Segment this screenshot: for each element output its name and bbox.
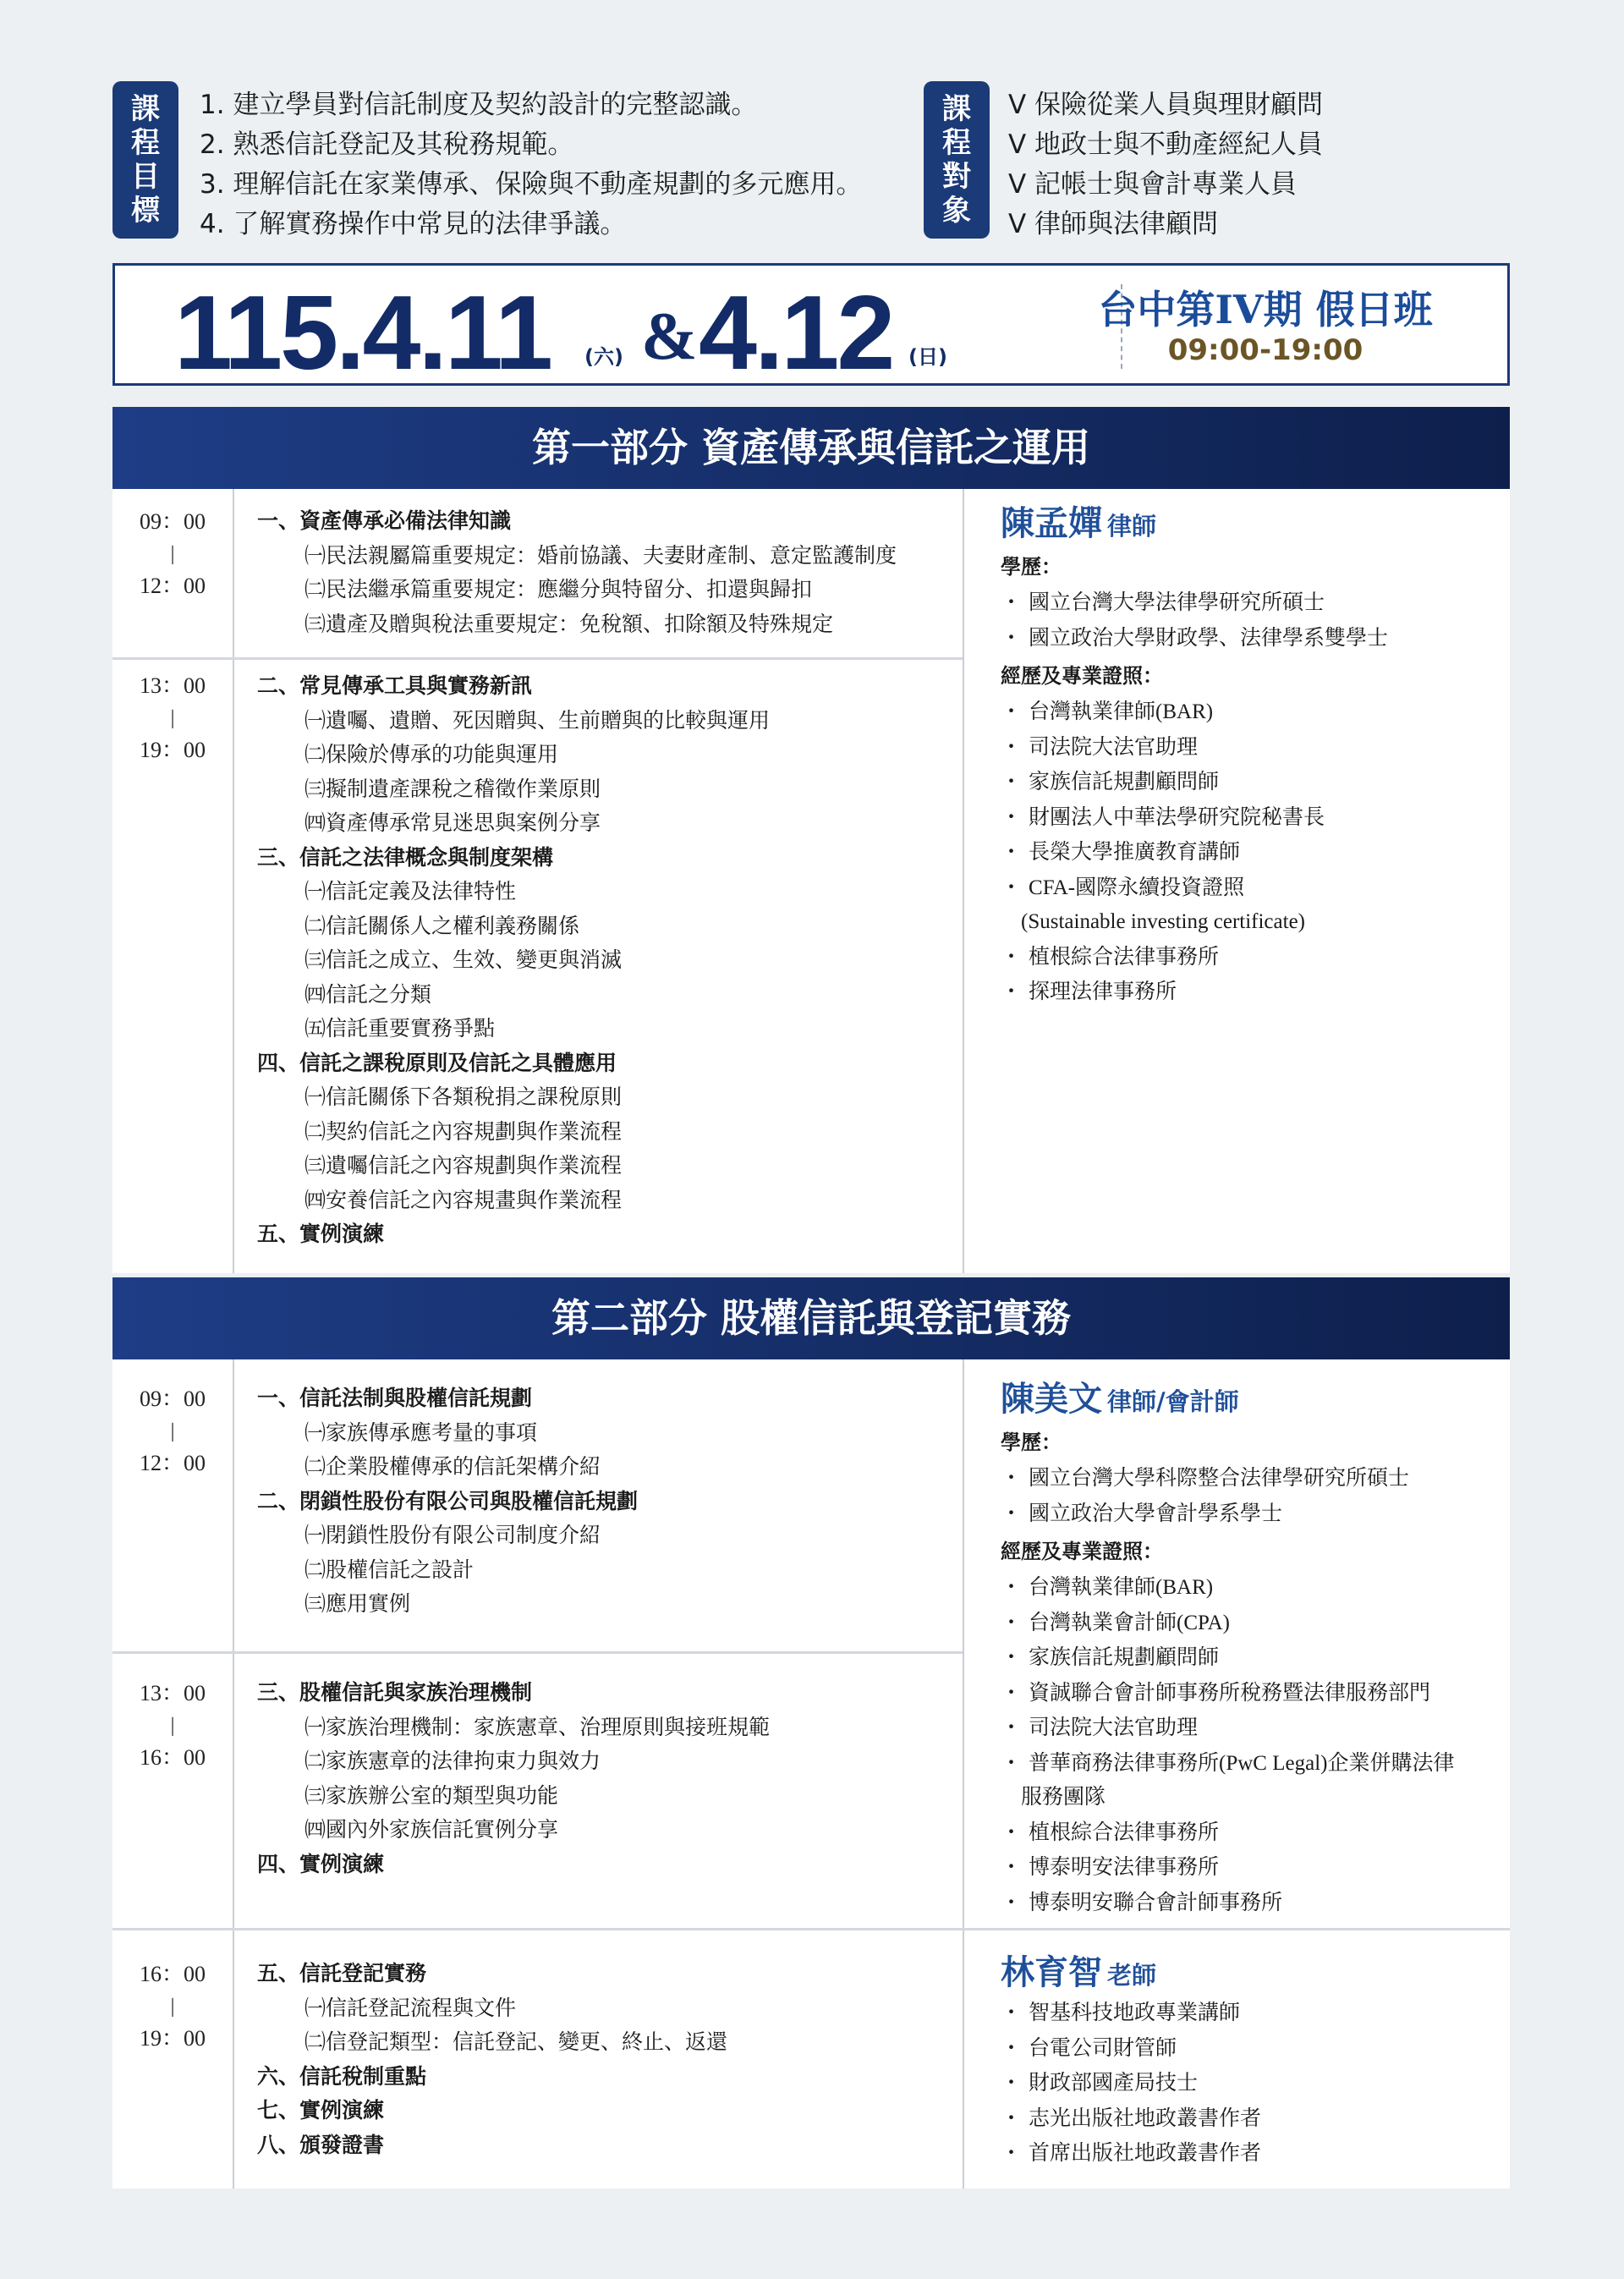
- part2-header: 第二部分 股權信託與登記實務: [112, 1277, 1510, 1359]
- item-text: 司法院大法官助理: [1029, 735, 1199, 759]
- time-start: 16：00: [139, 1962, 206, 1986]
- item-text: 台灣執業律師(BAR): [1029, 700, 1214, 723]
- topic-item: ㈡企業股權傳承的信託架構介紹: [304, 1454, 601, 1479]
- date-first-weekday: (六): [584, 345, 623, 369]
- part2-panel: [112, 1359, 1510, 2188]
- education-label: 學歷：: [1001, 555, 1062, 579]
- experience-item: ・ 博泰明安法律事務所: [1001, 1854, 1220, 1879]
- experience-item: ・ 植根綜合法律事務所: [1001, 943, 1220, 969]
- time-slot: [112, 1383, 233, 1480]
- topic-list: [257, 1957, 727, 2162]
- topic-item: ㈢擬制遺產課稅之稽徵作業原則: [304, 776, 601, 801]
- time-column-divider: [233, 1359, 234, 2188]
- badge-char: 程: [942, 126, 971, 160]
- time-end: 12：00: [139, 1451, 206, 1475]
- topic-item: ㈡股權信託之設計: [304, 1557, 475, 1582]
- topic-item: ㈠遺囑、遺贈、死因贈與、生前贈與的比較與運用: [304, 707, 771, 733]
- item-text: 財政部國產局技士: [1029, 2072, 1199, 2095]
- teacher-profile: [1001, 501, 1388, 1010]
- badge-char: 課: [131, 92, 160, 126]
- topic-item: ㈡信登記類型：信託登記、變更、終止、返還: [304, 2029, 728, 2054]
- topic-list: [257, 669, 770, 1252]
- item-text: 台電公司財管師: [1029, 2036, 1177, 2060]
- teacher-title: 律師/會計師: [1107, 1387, 1239, 1416]
- item-text: 智基科技地政專業講師: [1029, 2002, 1241, 2024]
- topic-list: [257, 504, 897, 641]
- date-second-weekday: (日): [908, 345, 947, 369]
- experience-item: ・ 志光出版社地政叢書作者: [1001, 2105, 1262, 2130]
- item-text: 博泰明安法律事務所: [1029, 1856, 1220, 1879]
- experience-item: ・ 台灣執業律師(BAR): [1001, 699, 1214, 723]
- time-slot: [112, 670, 233, 766]
- item-text: 資誠聯合會計師事務所稅務暨法律服務部門: [1029, 1681, 1431, 1705]
- topic-item: ㈣安養信託之內容規畫與作業流程: [304, 1187, 623, 1212]
- teacher-column-divider: [963, 1359, 964, 2188]
- experience-item: ・ CFA-國際永續投資證照: [1001, 874, 1245, 899]
- topic-item: ㈡契約信託之內容規劃與作業流程: [304, 1118, 623, 1144]
- experience-item: ・ 普華商務法律事務所(PwC Legal)企業併購法律: [1001, 1749, 1455, 1775]
- time-separator: |: [170, 707, 175, 729]
- topic-item: ㈢信託之成立、生效、變更與消滅: [304, 947, 623, 972]
- audience-item: V 記帳士與會計專業人員: [1008, 169, 1298, 200]
- part1-header: 第一部分 資產傳承與信託之運用: [112, 407, 1510, 489]
- experience-item: ・ 司法院大法官助理: [1001, 1715, 1199, 1739]
- goal-item: 1. 建立學員對信託制度及契約設計的完整認識。: [200, 90, 758, 120]
- date-ampersand: &: [641, 299, 698, 374]
- experience-item: ・ 探理法律事務所: [1001, 979, 1177, 1003]
- item-text: 國立政治大學財政學、法律學系雙學士: [1029, 626, 1389, 650]
- topic-heading: 一、信託法制與股權信託規劃: [257, 1386, 533, 1410]
- topic-item: ㈠民法親屬篇重要規定：婚前協議、夫妻財產制、意定監護制度: [304, 542, 897, 568]
- topic-item: ㈤信託重要實務爭點: [304, 1016, 496, 1041]
- experience-item-continued: 服務團隊: [1021, 1786, 1106, 1809]
- topic-item: ㈢應用實例: [304, 1591, 411, 1616]
- topic-heading: 一、資產傳承必備法律知識: [257, 508, 512, 533]
- badge-char: 課: [942, 92, 971, 126]
- item-text: 首席出版社地政叢書作者: [1029, 2142, 1262, 2165]
- item-text: 長榮大學推廣教育講師: [1029, 841, 1241, 864]
- topic-heading: 三、信託之法律概念與制度架構: [257, 844, 554, 870]
- time-start: 09：00: [139, 1387, 206, 1411]
- goal-item: 4. 了解實務操作中常見的法律爭議。: [200, 209, 627, 239]
- badge-char: 程: [131, 126, 160, 160]
- time-end: 19：00: [139, 2026, 206, 2051]
- badge-char: 象: [942, 194, 971, 228]
- topic-item: ㈠信託關係下各類稅捐之課稅原則: [304, 1085, 623, 1109]
- experience-item: ・ 家族信託規劃顧問師: [1001, 769, 1220, 794]
- topic-heading: 二、常見傳承工具與實務新訊: [257, 673, 533, 698]
- topic-item: ㈠閉鎖性股份有限公司制度介紹: [304, 1523, 601, 1547]
- time-end: 12：00: [139, 574, 206, 598]
- topic-heading: 三、股權信託與家族治理機制: [257, 1680, 533, 1705]
- item-text: 探理法律事務所: [1029, 980, 1177, 1003]
- item-text: 植根綜合法律事務所: [1029, 1820, 1220, 1844]
- teacher-title: 律師: [1107, 512, 1157, 541]
- experience-item-continued: (Sustainable investing certificate): [1021, 910, 1305, 933]
- time-start: 13：00: [139, 1681, 206, 1705]
- topic-item: ㈡保險於傳承的功能與運用: [304, 742, 559, 766]
- course-audience-badge: [924, 81, 990, 239]
- experience-item: ・ 台灣執業律師(BAR): [1001, 1574, 1214, 1599]
- topic-item: ㈠家族治理機制：家族憲章、治理原則與接班規範: [304, 1714, 771, 1739]
- topic-list: [257, 1381, 638, 1622]
- topic-item: ㈢遺產及贈與稅法重要規定：免稅額、扣除額及特殊規定: [304, 611, 834, 636]
- experience-item: ・ 財團法人中華法學研究院秘書長: [1001, 804, 1325, 829]
- experience-label: 經歷及專業證照：: [1001, 664, 1163, 688]
- item-text: 博泰明安聯合會計師事務所: [1029, 1891, 1283, 1914]
- topic-item: ㈡家族憲章的法律拘束力與效力: [304, 1749, 601, 1773]
- education-label: 學歷：: [1001, 1431, 1062, 1454]
- topic-item: ㈣國內外家族信託實例分享: [304, 1817, 559, 1842]
- item-text: 財團法人中華法學研究院秘書長: [1029, 805, 1325, 829]
- time-slot: [112, 1958, 233, 2055]
- topic-heading: 六、信託稅制重點: [257, 2063, 427, 2089]
- topic-item: ㈣資產傳承常見迷思與案例分享: [304, 810, 601, 835]
- class-time: 09:00-19:00: [1167, 333, 1363, 367]
- teacher-name: 林育智: [1001, 1953, 1102, 1992]
- topic-item: ㈠家族傳承應考量的事項: [304, 1420, 538, 1445]
- time-slot: [112, 1678, 233, 1774]
- experience-item: ・ 台電公司財管師: [1001, 2035, 1177, 2060]
- item-text: 植根綜合法律事務所: [1029, 945, 1220, 969]
- block-divider: [112, 1928, 1510, 1930]
- experience-item: ・ 家族信託規劃顧問師: [1001, 1645, 1220, 1669]
- item-text: CFA-國際永續投資證照: [1029, 876, 1245, 899]
- topic-item: ㈢家族辦公室的類型與功能: [304, 1782, 559, 1808]
- topic-heading: 二、閉鎖性股份有限公司與股權信託規劃: [257, 1488, 639, 1513]
- time-end: 16：00: [139, 1745, 206, 1770]
- item-text: 家族信託規劃顧問師: [1029, 1646, 1220, 1669]
- item-text: 國立台灣大學法律學研究所碩士: [1029, 591, 1325, 614]
- item-text: 司法院大法官助理: [1029, 1716, 1199, 1739]
- item-text: 台灣執業律師(BAR): [1029, 1576, 1214, 1599]
- topic-item: ㈠信託登記流程與文件: [304, 1995, 517, 2020]
- block-divider: [112, 657, 963, 660]
- badge-char: 標: [131, 194, 160, 228]
- experience-item: ・ 首席出版社地政叢書作者: [1001, 2140, 1262, 2165]
- part1-panel: [112, 489, 1510, 1273]
- education-item: ・ 國立政治大學財政學、法律學系雙學士: [1001, 624, 1389, 650]
- badge-char: 對: [942, 160, 971, 194]
- time-slot: [112, 506, 233, 602]
- topic-heading: 五、實例演練: [257, 1222, 385, 1246]
- course-goals-badge: [112, 81, 178, 239]
- teacher-name: 陳孟嬋: [1001, 504, 1102, 543]
- block-divider: [112, 1651, 963, 1654]
- audience-item: V 保險從業人員與理財顧問: [1008, 90, 1324, 120]
- topic-heading: 四、信託之課稅原則及信託之具體應用: [257, 1050, 617, 1075]
- teacher-column-divider: [963, 489, 964, 1273]
- teacher-name: 陳美文: [1001, 1380, 1102, 1419]
- goal-item: 3. 理解信託在家業傳承、保險與不動產規劃的多元應用。: [200, 169, 863, 200]
- date-banner: [112, 263, 1510, 392]
- experience-item: ・ 植根綜合法律事務所: [1001, 1819, 1220, 1844]
- audience-item: V 律師與法律顧問: [1008, 209, 1219, 239]
- experience-label: 經歷及專業證照：: [1001, 1540, 1163, 1563]
- education-item: ・ 國立政治大學會計學系學士: [1001, 1500, 1283, 1525]
- experience-item: ・ 財政部國產局技士: [1001, 2070, 1199, 2095]
- topic-list: [257, 1676, 770, 1881]
- experience-item: ・ 智基科技地政專業講師: [1001, 2000, 1241, 2024]
- topic-item: ㈡民法繼承篇重要規定：應繼分與特留分、扣還與歸扣: [304, 577, 813, 601]
- topic-heading: 七、實例演練: [257, 2098, 385, 2122]
- audience-item: V 地政士與不動產經紀人員: [1008, 129, 1324, 160]
- time-separator: |: [170, 1420, 175, 1442]
- time-start: 09：00: [139, 509, 206, 534]
- badge-char: 目: [131, 160, 160, 194]
- date-second: 4.12: [699, 275, 893, 392]
- topic-heading: 四、實例演練: [257, 1851, 385, 1876]
- course-audience-list: [1008, 85, 1323, 244]
- experience-item: ・ 長榮大學推廣教育講師: [1001, 839, 1241, 864]
- experience-item: ・ 資誠聯合會計師事務所稅務暨法律服務部門: [1001, 1679, 1431, 1705]
- teacher-profile: [1001, 1376, 1454, 1920]
- time-separator: |: [170, 543, 175, 565]
- topic-item: ㈣信託之分類: [304, 981, 432, 1007]
- topic-item: ㈠信託定義及法律特性: [304, 879, 517, 903]
- topic-heading: 八、頒發證書: [257, 2132, 385, 2157]
- teacher-profile: [1001, 1950, 1261, 2172]
- item-text: 國立政治大學會計學系學士: [1029, 1502, 1283, 1525]
- item-text: 台灣執業會計師(CPA): [1029, 1611, 1231, 1634]
- topic-heading: 五、信託登記實務: [257, 1961, 427, 1985]
- time-end: 19：00: [139, 738, 206, 762]
- goal-item: 2. 熟悉信託登記及其稅務規範。: [200, 129, 574, 160]
- course-goals-list: [200, 85, 862, 244]
- topic-item: ㈢遺囑信託之內容規劃與作業流程: [304, 1153, 623, 1178]
- item-text: 家族信託規劃顧問師: [1029, 771, 1220, 794]
- item-text: 志光出版社地政叢書作者: [1029, 2106, 1262, 2130]
- time-start: 13：00: [139, 673, 206, 698]
- item-text: 國立台灣大學科際整合法律學研究所碩士: [1029, 1467, 1410, 1490]
- topic-item: ㈡信託關係人之權利義務關係: [304, 913, 580, 938]
- education-item: ・ 國立台灣大學科際整合法律學研究所碩士: [1001, 1465, 1410, 1490]
- class-name: 台中第IV期 假日班: [1098, 287, 1433, 332]
- experience-item: ・ 台灣執業會計師(CPA): [1001, 1609, 1231, 1634]
- teacher-title: 老師: [1107, 1961, 1157, 1990]
- experience-item: ・ 司法院大法官助理: [1001, 733, 1199, 759]
- date-first: 115.4.11: [174, 275, 551, 392]
- education-item: ・ 國立台灣大學法律學研究所碩士: [1001, 590, 1325, 614]
- time-separator: |: [170, 1715, 175, 1737]
- time-separator: |: [170, 1996, 175, 2018]
- time-column-divider: [233, 489, 234, 1273]
- experience-item: ・ 博泰明安聯合會計師事務所: [1001, 1889, 1283, 1914]
- item-text: 普華商務法律事務所(PwC Legal)企業併購法律: [1029, 1751, 1455, 1775]
